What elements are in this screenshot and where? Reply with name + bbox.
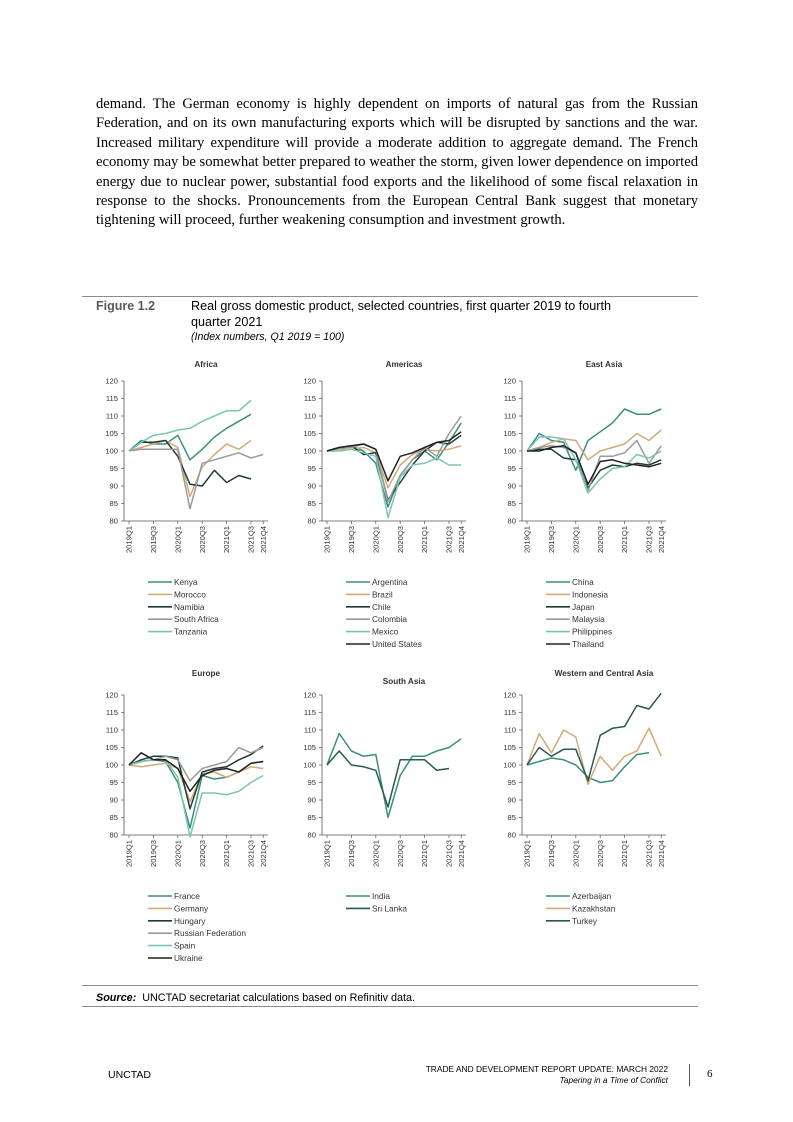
- y-tick-label: 95: [307, 464, 316, 474]
- chart-title: South Asia: [382, 677, 426, 686]
- x-tick-label: 2020Q3: [197, 526, 207, 554]
- y-tick-label: 120: [303, 376, 316, 386]
- legend-label: Tanzania: [174, 626, 208, 637]
- source-bottom-rule: [82, 1006, 698, 1007]
- x-tick-label: 2021Q3: [644, 526, 654, 554]
- x-tick-label: 2019Q3: [547, 526, 556, 554]
- y-tick-label: 95: [109, 464, 118, 474]
- legend-label: Germany: [174, 903, 209, 914]
- x-tick-label: 2021Q1: [222, 526, 232, 554]
- y-tick-label: 110: [105, 725, 118, 735]
- y-tick-label: 85: [109, 499, 118, 509]
- y-tick-label: 110: [503, 411, 516, 421]
- y-tick-label: 105: [503, 743, 516, 753]
- y-tick-label: 80: [109, 516, 118, 526]
- body-paragraph: demand. The German economy is highly dependent on imports of natural gas from the Russian Federation, and on its own manufacturing exports which will be disrupted by sanctions and the war. Increased military expenditure will provide a moderate addition to aggregate demand. The French economy may be somewhat better prepared to weather the storm, given lower dependence on imported energy due to nuclear power, substantial food exports and the likelihood of some fiscal relaxation in response to the shocks. Pronouncements from the European Central Bank suggest that monetary tightening will proceed, further weakening consumption and investment growth.: [96, 96, 698, 229]
- series-line-russian-federation: [129, 748, 263, 781]
- y-tick-label: 110: [303, 411, 316, 421]
- x-tick-label: 2019Q1: [522, 526, 532, 554]
- figure-label: Figure 1.2: [96, 299, 156, 313]
- y-tick-label: 100: [503, 760, 516, 770]
- y-tick-label: 120: [105, 376, 118, 386]
- footer-report-title: TRADE AND DEVELOPMENT REPORT UPDATE: MARCH 2022: [425, 1064, 668, 1074]
- x-tick-label: 2021Q1: [222, 840, 232, 868]
- y-tick-label: 90: [109, 795, 118, 805]
- x-tick-label: 2021Q3: [444, 526, 454, 554]
- x-tick-label: 2021Q4: [656, 840, 666, 868]
- footer-report-subtitle: Tapering in a Time of Conflict: [559, 1074, 668, 1085]
- chart-western-central-asia: [484, 666, 694, 976]
- x-tick-label: 2019Q3: [347, 840, 356, 868]
- y-tick-label: 105: [303, 429, 316, 439]
- chart-africa: [86, 357, 296, 649]
- legend-label: Colombia: [372, 614, 408, 625]
- y-tick-label: 115: [303, 708, 316, 718]
- y-tick-label: 85: [307, 813, 316, 823]
- chart-title: Western and Central Asia: [554, 669, 654, 678]
- source-text: UNCTAD secretariat calculations based on Refinitiv data.: [142, 992, 416, 1004]
- source-note: [96, 992, 415, 1004]
- y-tick-label: 95: [109, 778, 118, 788]
- y-tick-label: 90: [307, 795, 316, 805]
- x-tick-label: 2019Q1: [322, 840, 332, 868]
- legend-label: Japan: [572, 601, 595, 612]
- legend-label: Russian Federation: [174, 928, 246, 939]
- series-line-sri-lanka: [327, 751, 449, 807]
- y-tick-label: 85: [109, 813, 118, 823]
- legend-label: South Africa: [174, 614, 219, 625]
- y-tick-label: 105: [105, 743, 118, 753]
- legend-label: Kenya: [174, 577, 198, 587]
- legend-label: Brazil: [372, 589, 393, 600]
- x-tick-label: 2020Q1: [371, 526, 381, 554]
- series-line-colombia: [327, 416, 461, 502]
- y-tick-label: 120: [503, 690, 516, 700]
- x-tick-label: 2021Q4: [656, 526, 666, 554]
- y-tick-label: 80: [307, 830, 316, 840]
- legend-label: Namibia: [174, 601, 205, 612]
- chart-title: East Asia: [585, 360, 623, 369]
- legend-label: Indonesia: [572, 589, 608, 600]
- footer-divider: [689, 1064, 690, 1086]
- x-tick-label: 2020Q1: [571, 840, 581, 868]
- y-tick-label: 100: [303, 760, 316, 770]
- figure-top-rule: [82, 296, 698, 297]
- footer-organization: UNCTAD: [108, 1069, 151, 1081]
- chart-europe: [86, 666, 296, 976]
- y-tick-label: 105: [303, 743, 316, 753]
- legend-label: Spain: [174, 940, 196, 951]
- legend-label: Turkey: [572, 915, 598, 926]
- x-tick-label: 2021Q3: [644, 840, 654, 868]
- x-tick-label: 2020Q3: [395, 526, 405, 554]
- series-line-brazil: [327, 446, 461, 488]
- x-tick-label: 2021Q4: [456, 526, 466, 554]
- footer-report-info: [426, 1064, 668, 1085]
- y-tick-label: 110: [503, 725, 516, 735]
- y-tick-label: 115: [105, 708, 118, 718]
- y-tick-label: 90: [507, 795, 516, 805]
- y-tick-label: 80: [109, 830, 118, 840]
- y-tick-label: 120: [503, 376, 516, 386]
- y-tick-label: 115: [303, 394, 316, 404]
- x-tick-label: 2019Q3: [347, 526, 356, 554]
- legend-label: Kazakhstan: [572, 903, 616, 914]
- x-tick-label: 2021Q1: [420, 526, 430, 554]
- y-tick-label: 105: [503, 429, 516, 439]
- series-line-china: [527, 409, 661, 470]
- y-tick-label: 90: [109, 481, 118, 491]
- series-line-india: [327, 734, 461, 818]
- legend-label: France: [174, 891, 200, 901]
- x-tick-label: 2019Q3: [149, 840, 158, 868]
- legend-label: Mexico: [372, 626, 399, 637]
- y-tick-label: 100: [105, 446, 118, 456]
- legend-label: Azerbaijan: [572, 891, 612, 901]
- y-tick-label: 115: [105, 394, 118, 404]
- chart-title: Europe: [191, 669, 221, 678]
- series-line-argentina: [327, 423, 461, 507]
- chart-title: Africa: [194, 360, 218, 369]
- x-tick-label: 2020Q3: [395, 840, 405, 868]
- y-tick-label: 120: [303, 690, 316, 700]
- y-tick-label: 105: [105, 429, 118, 439]
- chart-south-asia: [284, 666, 494, 976]
- x-tick-label: 2021Q1: [420, 840, 430, 868]
- y-tick-label: 95: [307, 778, 316, 788]
- y-tick-label: 90: [507, 481, 516, 491]
- legend-label: Malaysia: [572, 614, 605, 625]
- legend-label: Chile: [372, 601, 391, 612]
- x-tick-label: 2019Q3: [547, 840, 556, 868]
- chart-east-asia: [484, 357, 694, 649]
- y-tick-label: 120: [105, 690, 118, 700]
- y-tick-label: 110: [303, 725, 316, 735]
- y-tick-label: 95: [507, 778, 516, 788]
- y-tick-label: 95: [507, 464, 516, 474]
- series-line-united-states: [327, 432, 461, 481]
- y-tick-label: 90: [307, 481, 316, 491]
- x-tick-label: 2020Q3: [595, 840, 605, 868]
- legend-label: Ukraine: [174, 953, 203, 963]
- x-tick-label: 2021Q3: [246, 526, 256, 554]
- y-tick-label: 100: [503, 446, 516, 456]
- figure-subtitle: (Index numbers, Q1 2019 = 100): [191, 331, 345, 343]
- y-tick-label: 100: [303, 446, 316, 456]
- y-tick-label: 80: [507, 830, 516, 840]
- legend-label: Philippines: [572, 626, 613, 637]
- series-line-kenya: [129, 414, 251, 460]
- source-label: Source:: [96, 992, 137, 1004]
- figure-title: Real gross domestic product, selected countries, first quarter 2019 to fourth quarter 2021: [191, 299, 612, 329]
- legend-label: India: [372, 891, 390, 901]
- x-tick-label: 2019Q1: [124, 840, 134, 868]
- series-line-mexico: [327, 449, 461, 517]
- legend-label: Morocco: [174, 589, 206, 600]
- x-tick-label: 2021Q4: [258, 840, 268, 868]
- x-tick-label: 2019Q1: [522, 840, 532, 868]
- x-tick-label: 2020Q3: [595, 526, 605, 554]
- y-tick-label: 115: [503, 394, 516, 404]
- y-tick-label: 85: [507, 813, 516, 823]
- series-line-south-africa: [129, 449, 263, 509]
- x-tick-label: 2021Q4: [456, 840, 466, 868]
- legend-label: Sri Lanka: [372, 903, 408, 914]
- series-line-spain: [129, 760, 263, 837]
- x-tick-label: 2021Q1: [620, 840, 630, 868]
- y-tick-label: 115: [503, 708, 516, 718]
- source-top-rule: [82, 985, 698, 986]
- legend-label: Thailand: [572, 639, 604, 649]
- x-tick-label: 2019Q1: [322, 526, 332, 554]
- legend-label: United States: [372, 639, 422, 649]
- x-tick-label: 2020Q1: [173, 840, 183, 868]
- legend-label: Hungary: [174, 915, 206, 926]
- y-tick-label: 100: [105, 760, 118, 770]
- x-tick-label: 2019Q1: [124, 526, 134, 554]
- x-tick-label: 2021Q1: [620, 526, 630, 554]
- y-tick-label: 85: [507, 499, 516, 509]
- y-tick-label: 110: [105, 411, 118, 421]
- chart-americas: [284, 357, 494, 649]
- x-tick-label: 2020Q1: [371, 840, 381, 868]
- x-tick-label: 2021Q3: [444, 840, 454, 868]
- y-tick-label: 80: [307, 516, 316, 526]
- chart-title: Americas: [385, 360, 423, 369]
- legend-label: China: [572, 577, 594, 587]
- series-line-turkey: [527, 693, 661, 781]
- x-tick-label: 2021Q3: [246, 840, 256, 868]
- y-tick-label: 85: [307, 499, 316, 509]
- x-tick-label: 2021Q4: [258, 526, 268, 554]
- x-tick-label: 2019Q3: [149, 526, 158, 554]
- x-tick-label: 2020Q1: [571, 526, 581, 554]
- page-number: 6: [707, 1068, 713, 1080]
- y-tick-label: 80: [507, 516, 516, 526]
- x-tick-label: 2020Q3: [197, 840, 207, 868]
- legend-label: Argentina: [372, 577, 408, 587]
- x-tick-label: 2020Q1: [173, 526, 183, 554]
